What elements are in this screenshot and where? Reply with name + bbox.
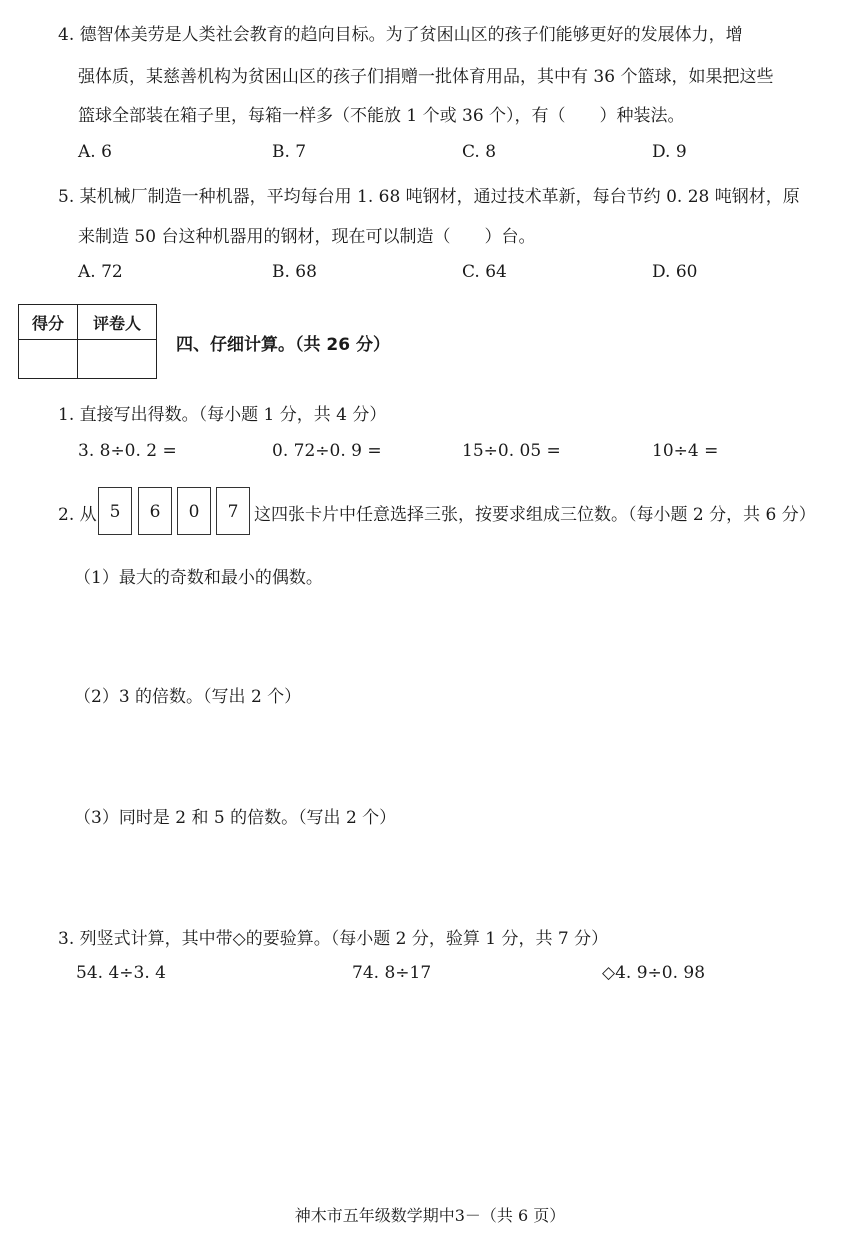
q4-option-a: A. 6 xyxy=(78,142,112,162)
section-4-title: 四、仔细计算。（共 26 分） xyxy=(176,335,390,355)
p1-item-4: 10÷4 = xyxy=(652,441,719,461)
q5-option-c: C. 64 xyxy=(462,262,507,282)
p1-item-1: 3. 8÷0. 2 = xyxy=(78,441,177,461)
q5-line-1: 5. 某机械厂制造一种机器，平均每台用 1. 68 吨钢材，通过技术革新，每台节约 0. 28 吨钢材，原 xyxy=(58,187,800,207)
q4-option-c: C. 8 xyxy=(462,142,497,162)
p2-instruction: 这四张卡片中任意选择三张，按要求组成三位数。（每小题 2 分，共 6 分） xyxy=(254,505,816,525)
card-5: 5 xyxy=(98,487,132,535)
card-7: 7 xyxy=(216,487,250,535)
q5-line-2: 来制造 50 台这种机器用的钢材，现在可以制造（ ）台。 xyxy=(78,227,536,247)
p2-sub-3: （3）同时是 2 和 5 的倍数。（写出 2 个） xyxy=(74,808,397,828)
q4-option-d: D. 9 xyxy=(652,142,687,162)
q5-option-b: B. 68 xyxy=(272,262,317,282)
q5-option-d: D. 60 xyxy=(652,262,698,282)
p2-sub-1: （1）最大的奇数和最小的偶数。 xyxy=(74,568,323,588)
q4-line-2: 强体质，某慈善机构为贫困山区的孩子们捐赠一批体育用品，其中有 36 个篮球，如果把这些 xyxy=(78,67,774,87)
score-cell[interactable] xyxy=(19,340,78,379)
score-header: 得分 xyxy=(19,305,78,340)
q4-option-b: B. 7 xyxy=(272,142,307,162)
card-0: 0 xyxy=(177,487,211,535)
grader-header: 评卷人 xyxy=(78,305,157,340)
p1-item-2: 0. 72÷0. 9 = xyxy=(272,441,382,461)
score-table xyxy=(18,304,157,379)
q4-line-3: 篮球全部装在箱子里，每箱一样多（不能放 1 个或 36 个），有（ ）种装法。 xyxy=(78,106,685,126)
card-6: 6 xyxy=(138,487,172,535)
q5-option-a: A. 72 xyxy=(78,262,123,282)
p2-prefix: 2. 从 xyxy=(58,505,97,525)
p3-item-1: 54. 4÷3. 4 xyxy=(76,963,166,983)
page-footer: 神木市五年级数学期中3－（共 6 页） xyxy=(294,1206,566,1225)
p2-sub-2: （2）3 的倍数。（写出 2 个） xyxy=(74,687,302,707)
q4-line-1: 4. 德智体美劳是人类社会教育的趋向目标。为了贫困山区的孩子们能够更好的发展体力，增 xyxy=(58,25,743,45)
p3-title: 3. 列竖式计算，其中带◇的要验算。（每小题 2 分，验算 1 分，共 7 分） xyxy=(58,929,609,949)
grader-cell[interactable] xyxy=(78,340,157,379)
p1-item-3: 15÷0. 05 = xyxy=(462,441,561,461)
p1-title: 1. 直接写出得数。（每小题 1 分，共 4 分） xyxy=(58,405,387,425)
p3-item-3: ◇4. 9÷0. 98 xyxy=(602,963,706,983)
p3-item-2: 74. 8÷17 xyxy=(352,963,432,983)
